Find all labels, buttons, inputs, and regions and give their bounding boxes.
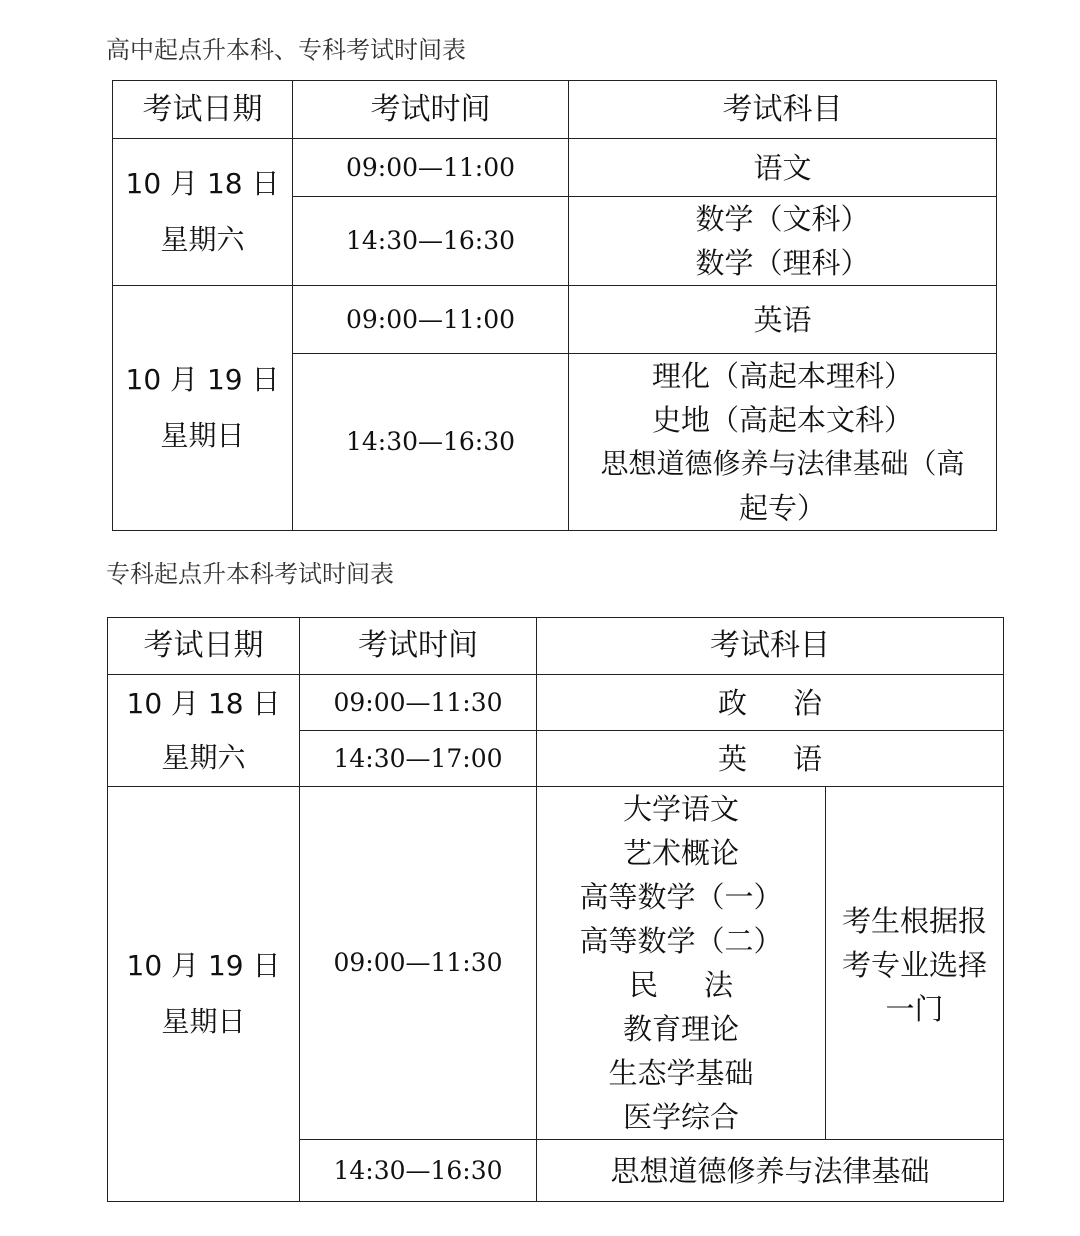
subject-line: 思想道德修养与法律基础（高: [600, 447, 965, 480]
college-exam-schedule-table: [107, 617, 1004, 1202]
header-row: [108, 618, 1004, 675]
subject-text: 民法: [628, 968, 779, 1002]
subject-cell: 思想道德修养与法律基础: [537, 1140, 1004, 1202]
subject-cell: [569, 354, 997, 531]
time-cell: 14:30—17:00: [300, 731, 537, 787]
date-text: 10 月 19 日: [126, 949, 281, 982]
table1-caption: 高中起点升本科、专科考试时间表: [106, 36, 466, 64]
weekday-text: 星期六: [161, 740, 246, 774]
high-school-exam-schedule-table: [112, 80, 997, 531]
subject-line: 高等数学（一）: [579, 880, 783, 914]
header-row: [113, 81, 997, 139]
date-cell: [113, 286, 293, 531]
subject-cell: 语文: [569, 139, 997, 197]
date-cell: [113, 139, 293, 286]
subject-line: 数学（理科）: [695, 246, 870, 280]
table2-caption: 专科起点升本科考试时间表: [106, 560, 394, 588]
subject-cell: 英语: [569, 286, 997, 354]
time-cell: 09:00—11:30: [300, 787, 537, 1140]
subject-text: 英语: [717, 741, 868, 776]
subject-line: 生态学基础: [608, 1056, 754, 1090]
subject-list-cell: [537, 787, 826, 1140]
header-time: 考试时间: [293, 81, 569, 139]
time-cell: 09:00—11:00: [293, 139, 569, 197]
subject-line: 起专）: [738, 491, 826, 525]
subject-text: 政治: [717, 685, 868, 720]
weekday-text: 星期六: [160, 223, 245, 256]
subject-line: 教育理论: [622, 1012, 739, 1046]
subject-cell: [537, 731, 1004, 787]
date-text: 10 月 18 日: [125, 167, 280, 200]
note-line: 考专业选择: [841, 948, 987, 982]
time-cell: 14:30—16:30: [300, 1140, 537, 1202]
time-cell: 14:30—16:30: [293, 197, 569, 286]
header-subject: 考试科目: [569, 81, 997, 139]
header-date: 考试日期: [113, 81, 293, 139]
subject-line: 理化（高起本理科）: [651, 359, 913, 393]
subject-cell: [537, 675, 1004, 731]
time-cell: 14:30—16:30: [293, 354, 569, 531]
table-row: [108, 787, 1004, 1140]
time-cell: 09:00—11:00: [293, 286, 569, 354]
header-subject: 考试科目: [537, 618, 1004, 675]
subject-line: 高等数学（二）: [579, 924, 783, 958]
subject-line: 艺术概论: [622, 836, 739, 870]
note-line: 一门: [885, 992, 944, 1026]
subject-line: 数学（文科）: [695, 202, 870, 236]
subject-line: 医学综合: [622, 1100, 739, 1134]
selection-note-cell: [826, 787, 1004, 1140]
table-row: [108, 675, 1004, 731]
note-line: 考生根据报: [841, 904, 987, 938]
subject-line: [537, 963, 825, 1007]
table-row: [113, 286, 997, 354]
weekday-text: 星期日: [161, 1005, 246, 1038]
date-cell: [108, 675, 300, 787]
subject-line: 大学语文: [622, 792, 739, 826]
header-time: 考试时间: [300, 618, 537, 675]
time-cell: 09:00—11:30: [300, 675, 537, 731]
date-text: 10 月 18 日: [126, 686, 281, 720]
subject-cell: [569, 197, 997, 286]
header-date: 考试日期: [108, 618, 300, 675]
date-text: 10 月 19 日: [125, 363, 280, 396]
date-cell: [108, 787, 300, 1202]
subject-line: 史地（高起本文科）: [651, 403, 913, 437]
weekday-text: 星期日: [160, 419, 245, 452]
table-row: [113, 139, 997, 197]
